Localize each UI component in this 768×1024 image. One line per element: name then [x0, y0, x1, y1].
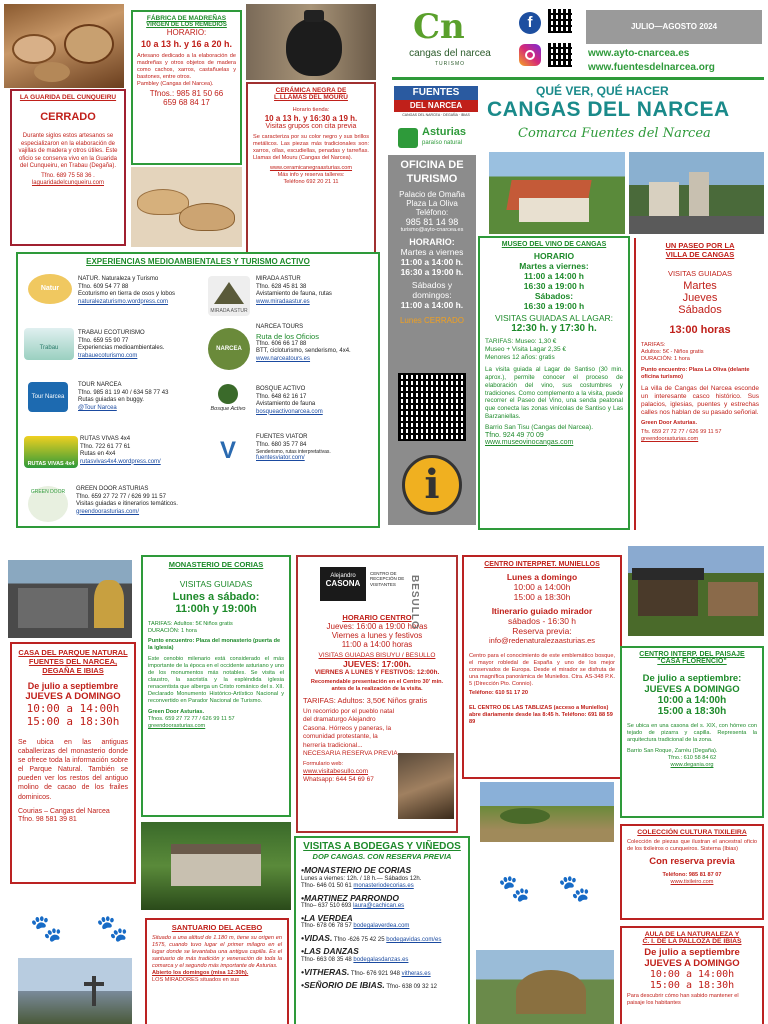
- paseo-title2: VILLA DE CANGAS: [665, 250, 735, 259]
- bodega-item-ibias: [301, 980, 463, 992]
- casona-form: Formulario web:: [303, 760, 344, 767]
- exp-bosqueactivo-web[interactable]: bosqueactivonarcea.com: [256, 408, 323, 415]
- exp-bosqueactivo-name: BOSQUE ACTIVO: [256, 386, 306, 392]
- ceramica-photo: [246, 4, 376, 80]
- tixileira-phone: Teléfono: 985 81 87 07: [662, 871, 722, 878]
- acebo-open: Abierto los domingos (misa 12:30h).: [152, 969, 249, 976]
- fuentes-logo: [394, 86, 478, 122]
- casa-parque-hours1: 10:00 a 14:00h: [26, 702, 120, 715]
- exp-tournarcea-desc: Rutas guiadas en buggy.: [78, 397, 144, 403]
- paw-icon-1: 🐾: [30, 914, 63, 944]
- museo-vino-box: [478, 236, 630, 530]
- fuentesviator-logo-text: V: [219, 437, 236, 464]
- bodega-danzas-name: •LAS DANZAS: [301, 946, 359, 957]
- muniellos-phone: Teléfono: 610 51 17 20: [469, 689, 528, 696]
- acebo-title: SANTUARIO DEL ACEBO: [171, 923, 263, 932]
- exp-natur-name: NATUR. Naturaleza y Turismo: [78, 276, 159, 282]
- museo-hours2: 16:30 a 19:00 h: [523, 281, 585, 291]
- ceramica-text: Se caracteriza por su color negro y sus brillos metálicos. Las piezas más tradicionales son: xarros, ollas, escudiellas, penadas y tarreñas. Llamas del Mouru (Cangas del Narcea).: [253, 133, 369, 161]
- casona-visits: VISITAS GUIADAS BISUYU / BESULLO: [318, 652, 436, 659]
- paseo-box: [634, 238, 764, 530]
- exp-miradaastur-name: MIRADA ASTUR: [256, 276, 301, 282]
- casona-hours3: 11:00 a 14:00 horas: [341, 640, 413, 649]
- greendoor-logo-text: GREEN DOOR: [30, 489, 66, 495]
- museo-hours1: 11:00 a 14:00 h: [523, 271, 584, 281]
- fuentesviator-logo: [214, 434, 242, 468]
- palloza-hours1: 10:00 a 14:00h: [649, 969, 735, 980]
- bodega-vidas-name: •VIDAS.: [301, 932, 333, 943]
- facebook-qr-icon[interactable]: [548, 9, 572, 33]
- paw-icon-3: 🐾: [498, 874, 531, 904]
- casona-visits-thu: JUEVES: 17:00h.: [342, 659, 412, 669]
- palloza-text: Para descubrir cómo han sabido mantener el paisaje los habitantes: [627, 993, 739, 1006]
- museo-horario: HORARIO: [533, 251, 575, 261]
- oficina-days1: Martes a viernes: [400, 246, 464, 257]
- muniellos-itinerary: Itinerario guiado mirador: [491, 606, 593, 616]
- palloza-days: De julio a septiembre: [644, 947, 740, 958]
- paisaje-days: De julio a septiembre:: [642, 673, 742, 684]
- cn-logo-mark: Cn: [413, 7, 465, 47]
- bodega-vitheras-name: •VITHERAS.: [301, 966, 350, 977]
- exp-natur-phone: Tfno. 609 54 77 88: [78, 283, 129, 290]
- bosqueactivo-logo: [206, 384, 250, 416]
- palloza-hours2: 15:00 a 18:30h: [649, 980, 735, 991]
- museo-guided-hours: 12:30 h. y 17:30 h.: [511, 323, 597, 334]
- madrenas-phone2: 659 68 84 17: [163, 97, 210, 107]
- monasterio-hours: 11:00h y 19:00h: [175, 603, 257, 615]
- monasterio-box: [141, 555, 291, 817]
- exp-miradaastur-web[interactable]: www.miradaastur.es: [256, 298, 310, 305]
- casona-hours2: Viernes a lunes y festivos: [331, 631, 423, 640]
- bodega-item-vidas: [301, 933, 463, 945]
- exp-narceatours-name: NARCEA TOURS: [256, 324, 304, 330]
- casona-web[interactable]: www.visitabesullo.com: [303, 767, 369, 775]
- bosqueactivo-logo-text: Bosque Activo: [210, 406, 246, 412]
- bodega-danzas-phone: Tfno- 663 08 35 48: [301, 957, 352, 963]
- paisaje-web[interactable]: www.degania.org: [670, 761, 714, 768]
- paseo-guided: VISITAS GUIADAS: [667, 269, 733, 278]
- oficina-qr-icon[interactable]: [398, 373, 466, 441]
- monasterio-org: Green Door Asturias.: [148, 708, 205, 715]
- madrenas-hours: 10 a 13 h. y 16 a 20 h.: [140, 39, 233, 49]
- asturias-logo-text: Asturias: [422, 126, 467, 138]
- exp-item-natur: [78, 276, 208, 306]
- muniellos-photo: [480, 782, 614, 842]
- bodega-item-danzas: [301, 946, 463, 964]
- bodega-corias-phone: Tfno- 646 01 50 61: [301, 883, 352, 890]
- bodega-item-corias: [301, 865, 463, 891]
- tixileira-text: Colección de piezas que ilustran el ancestral oficio de los tixileiros o cunqueiros. Sisterna (Ibias): [627, 839, 757, 852]
- bodega-corias-line: Lunes a viernes: 12h. / 18 h.— Sábados 12h.: [301, 875, 422, 882]
- oficina-closed: Lunes CERRADO: [399, 315, 465, 325]
- paisaje-days2: JUEVES A DOMINGO: [644, 684, 740, 695]
- facebook-icon[interactable]: f: [519, 12, 541, 34]
- monasterio-duration: DURACIÓN: 1 hora: [148, 627, 197, 634]
- ceramica-groups: Visitas grupos con cita previa: [265, 122, 357, 130]
- tixileira-title: COLECCIÓN CULTURA TIXILEIRA: [637, 829, 747, 836]
- narceatours-logo: [208, 328, 250, 370]
- ceramica-title2: L.LLAMAS DEL MOURU: [274, 94, 348, 101]
- oficina-horario-label: HORARIO:: [409, 236, 455, 247]
- muniellos-box: [462, 555, 622, 779]
- casona-recommend: Recomendable presentación en el Centro 30' min. antes de la realización de la visita.: [310, 679, 444, 692]
- madrenas-title1: FÁBRICA DE MADREÑAS: [146, 15, 227, 22]
- casona-whatsapp: Whatsapp: 644 54 69 67: [303, 775, 374, 783]
- museo-tarifas2: Museo + Visita Lagar 2,35 €: [485, 346, 567, 354]
- casa-parque-photo: [8, 560, 132, 638]
- exp-rutasvivas-name: RUTAS VIVAS 4x4: [80, 436, 131, 442]
- exp-rutasvivas-web[interactable]: rutasvivas4x4.wordpress.com/: [80, 458, 161, 465]
- exp-item-greendoor: [76, 486, 216, 516]
- madrenas-text: Artesano dedicado a la elaboración de madreñas y otros objetos de madera como cachos, xarros, castañuelas y bastones, entre otros.: [137, 53, 236, 80]
- exp-natur-desc: Ecoturismo en tierra de osos y lobos: [78, 291, 176, 297]
- exp-trabau-web[interactable]: trabauecoturismo.com: [78, 352, 138, 359]
- muniellos-reserva: Reserva previa:: [512, 626, 572, 636]
- paseo-web[interactable]: greendoorasturias.com: [641, 436, 699, 443]
- monasterio-web[interactable]: greendoorasturias.com: [148, 722, 206, 729]
- monasterio-tarifas: TARIFAS: Adultos: 5€ Niños gratis: [148, 621, 233, 627]
- guarida-box: [10, 89, 126, 246]
- paseo-hours: 13:00 horas: [669, 324, 731, 336]
- bodega-item-vitheras: [301, 967, 463, 979]
- bodega-corias-web[interactable]: monasteriodecorias.es: [353, 883, 414, 890]
- monasterio-meeting: Punto encuentro: Plaza del monasterio (puerta de la iglesia): [148, 637, 281, 651]
- museo-title: MUSEO DEL VINO DE CANGAS: [501, 241, 607, 248]
- bodegas-subtitle: [301, 852, 463, 861]
- exp-greendoor-name: GREEN DOOR ASTURIAS: [76, 486, 149, 492]
- fuentes-logo-2: DEL NARCEA: [394, 100, 478, 112]
- casa-parque-phone: Tfno. 98 581 39 81: [18, 816, 77, 824]
- bodega-verdea-web[interactable]: bodegalaverdea.com: [353, 923, 410, 930]
- web-link-1[interactable]: www.ayto-cnarcea.es: [588, 48, 690, 59]
- exp-bosqueactivo-desc: Avistamiento de fauna: [256, 401, 316, 407]
- logo-text: cangas del narcea: [409, 48, 491, 59]
- trabau-logo: [24, 328, 74, 360]
- bodega-verdea-name: •LA VERDEA: [301, 912, 353, 923]
- casona-hours1: Jueves: 16:00 a 19:00 horas: [326, 622, 428, 631]
- exp-bosqueactivo-phone: Tfno. 648 62 16 17: [256, 393, 307, 400]
- monasterio-guided: VISITAS GUIADAS: [179, 579, 253, 589]
- greendoor-logo: [28, 486, 68, 522]
- paisaje-box: [620, 646, 764, 818]
- paseo-org: Green Door Asturias.: [641, 420, 698, 427]
- casa-parque-title3: DEGAÑA E IBIAS: [42, 666, 104, 675]
- muniellos-text: Centro para el conocimiento de este emblemático bosque, el mayor robledal de España y uno de los mejor conservados de Europa. Desde el mirador se disfruta de una magnífica panorámica de Muniellos. Ctra. AS-348 P.K. 5 (Dirección Pto. Connio).: [469, 653, 615, 687]
- monasterio-phone: Tfnos. 659 27 72 77 / 626 99 11 57: [148, 715, 235, 722]
- exp-fuentesviator-phone: Tfno. 680 35 77 84: [256, 441, 307, 448]
- guarida-photo: [4, 4, 124, 88]
- logo-sub: TURISMO: [434, 61, 466, 67]
- casa-parque-title2: FUENTES DEL NARCEA,: [28, 657, 118, 666]
- exp-item-rutasvivas: [80, 436, 210, 466]
- casona-tarifas: TARIFAS: Adultos: 3,50€ Niños gratis: [303, 695, 428, 705]
- casona-visits-fri: VIERNES A LUNES Y FESTIVOS: 12:00h.: [314, 669, 440, 676]
- museo-days1: Martes a viernes:: [519, 261, 589, 271]
- ceramica-box: [246, 82, 376, 262]
- paseo-phone: Tfs. 659 27 72 77 / 626 99 11 57: [641, 429, 722, 436]
- museo-hours3: 16:30 a 19:00 h: [523, 301, 585, 311]
- miradaastur-logo: [208, 276, 250, 316]
- ceramica-hours: 10 a 13 h. y 16:30 a 19 h.: [264, 113, 358, 123]
- guarida-text: Durante siglos estos artesanos se especializaron en la elaboración de vajillas de madera y otros útiles. Este oficio se conserva vivo en la Guarida del Cunqueiru, en Trabau (Degaña).: [18, 133, 118, 169]
- fuentes-logo-1: FUENTES: [394, 86, 478, 100]
- muniellos-hours2: 15:00 a 18:30h: [513, 592, 571, 602]
- paw-icon-2: 🐾: [96, 914, 129, 944]
- natur-logo-text: Natur: [40, 285, 60, 292]
- muniellos-hours1: 10:00 a 14:00h: [513, 582, 571, 592]
- paseo-meeting: Punto encuentro: Plaza La Oliva (delante oficina turismo): [641, 366, 750, 380]
- museo-tarifas: TARIFAS: Museo: 1,30 €: [485, 338, 557, 345]
- paisaje-title2: "CASA FLORENCIO": [657, 658, 727, 665]
- ceramica-workshops: Más info y reserva talleres:: [277, 171, 345, 178]
- exp-narceatours-phone: Tfno. 606 66 17 88: [256, 340, 307, 347]
- bodegas-title: VISITAS A BODEGAS Y VIÑEDOS: [303, 841, 461, 852]
- exp-fuentesviator-web[interactable]: fuentesviator.com/: [256, 455, 305, 462]
- bodega-martinez-name: •MARTINEZ PARRONDO: [301, 892, 400, 903]
- casa-parque-days: De julio a septiembre: [27, 681, 119, 691]
- bodega-danzas-web[interactable]: bodegalasdanzas.es: [353, 957, 409, 963]
- palloza-title2: C. I. DE LA PALLOZA DE IBIAS: [642, 938, 742, 945]
- oficina-phone: 985 81 14 98: [405, 216, 459, 227]
- casona-text: Un recorrido por el pueblo natal del dramaturgo Alejandro Casona. Hórreos y paneras, la comunidad protestante, la herrería tradicional... NECESARIA RESERVA PREVIA: [303, 707, 398, 758]
- exp-trabau-desc: Experiencias medioambientales.: [78, 345, 165, 351]
- palloza-days2: JUEVES A DOMINGO: [644, 958, 740, 969]
- date-badge-text: JULIO—AGOSTO 2024: [630, 22, 718, 31]
- cangas-logo: [395, 7, 505, 70]
- madrenas-horario-label: HORARIO:: [166, 28, 207, 37]
- paisaje-text: Se ubica en una casona del s. XIX, con hórreo con tejado de pizarra y capilla. Representa la arquitectura tradicional de la zona.: [627, 723, 757, 743]
- bodega-ibias-name: •SEÑORIO DE IBIAS.: [301, 980, 385, 990]
- monasterio-days: Lunes a sábado:: [172, 591, 260, 603]
- exp-natur-web[interactable]: naturalezaturismo.wordpress.com: [78, 298, 169, 305]
- exp-item-miradaastur: [256, 276, 380, 306]
- madrenas-phone: Tfnos.: 985 81 50 66: [149, 88, 224, 98]
- exp-narceatours-sub: Ruta de los Oficios: [256, 331, 319, 341]
- ceramica-web[interactable]: www.ceramicanegraasturias.com: [269, 164, 353, 171]
- exp-rutasvivas-desc: Rutas en 4x4: [80, 451, 116, 457]
- casona-logo2: CASONA: [325, 579, 361, 588]
- paisaje-phone: Tfno.: 610 58 84 62: [667, 754, 717, 761]
- muniellos-email[interactable]: info@redenaturalezaasturias.es: [488, 636, 595, 645]
- muniellos-itinerary2: sábados - 16:30 h: [507, 616, 577, 626]
- paseo-days3: Sábados: [678, 304, 722, 316]
- exp-trabau-name: TRABAU ECOTURISMO: [78, 330, 145, 336]
- casona-box: [296, 555, 458, 833]
- oficina-days2: Sábados y domingos:: [411, 279, 453, 300]
- muniellos-days: Lunes a domingo: [506, 572, 578, 582]
- exp-item-trabau: [78, 330, 208, 360]
- ceramica-horario-label: Horario tienda:: [292, 107, 330, 113]
- museo-place: Barrio San Tisu (Cangas del Narcea).: [485, 423, 594, 431]
- rutasvivas-logo: [24, 436, 78, 468]
- tixileira-web[interactable]: www.tixileiro.com: [670, 878, 714, 885]
- oficina-hours1: 11:00 a 14:00 h.: [400, 256, 464, 267]
- main-title: CANGAS DEL NARCEA: [487, 98, 730, 121]
- info-icon: i: [402, 455, 462, 515]
- paisaje-photo: [628, 546, 764, 636]
- exp-fuentesviator-name: FUENTES VIATOR: [256, 434, 308, 440]
- tixileira-reserva: Con reserva previa: [649, 855, 735, 867]
- oficina-hours3: 11:00 a 14:00 h.: [400, 299, 464, 310]
- casona-besullo: BESULLO: [409, 575, 420, 630]
- bodega-vitheras-web[interactable]: vitheras.es: [401, 970, 431, 977]
- exp-narceatours-web[interactable]: www.narceatours.es: [256, 355, 311, 362]
- bodega-item-verdea: [301, 913, 463, 931]
- museo-days2: Sábados:: [534, 291, 574, 301]
- oficina-phone-label: Teléfono:: [415, 207, 449, 217]
- acebo-text: Situado a una altitud de 1.180 m, tiene su origen en 1575, cuando tuvo lugar el primer milagro en el lugar donde se levantaba una antigua capilla. Es el santuario de más tradición y veneración de toda la comarca y el segundo más importante de Asturias.: [152, 935, 282, 969]
- acebo-photo: [18, 958, 132, 1024]
- bodega-item-martinez: [301, 893, 463, 911]
- bodega-ibias-phone: Tfno- 638 09 32 12: [386, 984, 438, 990]
- bodega-martinez-web[interactable]: laura@cachican.es: [353, 903, 405, 910]
- oficina-title: OFICINA DE TURISMO: [400, 159, 464, 185]
- exp-item-narceatours: [256, 324, 380, 363]
- oficina-address1: Palacio de Omaña: [399, 189, 465, 199]
- museo-photo: [489, 152, 625, 234]
- exp-tournarcea-name: TOUR NARCEA: [78, 382, 122, 388]
- exp-miradaastur-desc: Avistamiento de fauna, rutas: [256, 291, 332, 297]
- tournarcea-logo: [28, 382, 68, 412]
- exp-trabau-phone: Tfno. 659 55 90 77: [78, 337, 129, 344]
- paisaje-place: Barrio San Roque, Zarréu (Degaña).: [627, 747, 718, 754]
- museo-guided: VISITAS GUIADAS AL LAGAR:: [494, 313, 614, 323]
- exp-fuentesviator-desc: Senderismo, rutas interpretativas.: [256, 449, 331, 455]
- madrenas-title2: VIRGEN DE LOS REMEDIOS: [146, 22, 227, 28]
- oficina-hours2: 16:30 a 19:00 h.: [400, 266, 464, 277]
- casona-horario-title: HORARIO CENTRO: [342, 613, 412, 622]
- casa-parque-title1: CASA DEL PARQUE NATURAL: [18, 648, 128, 657]
- asturias-logo: [398, 126, 482, 152]
- ceramica-phone: Teléfono 692 20 21 11: [283, 178, 339, 185]
- muniellos-tablizas: EL CENTRO DE LAS TABLIZAS (acceso a Muniellos) abre diariamente desde las 8:45 h. Teléfono: 691 88 59 89: [469, 704, 613, 725]
- ceramica-title1: CERÁMICA NEGRA DE: [275, 87, 347, 94]
- header-divider: [392, 77, 764, 80]
- paisaje-hours1: 10:00 a 14:00h: [657, 695, 727, 706]
- casa-parque-place: Courias – Cangas del Narcea: [18, 807, 110, 815]
- miradaastur-logo-text: MIRADA ASTUR: [210, 308, 248, 314]
- exp-tournarcea-web[interactable]: @Tour Narcea: [78, 404, 117, 411]
- muniellos-title: CENTRO INTERPRET. MUNIELLOS: [484, 561, 600, 568]
- casona-photo: [398, 753, 454, 819]
- paisaje-hours2: 15:00 a 18:30h: [657, 706, 727, 717]
- oficina-email[interactable]: turismo@ayto-cnarcea.es: [400, 226, 464, 233]
- bodegas-subtitle-text: DOP CANGAS. CON RESERVA PREVIA: [312, 852, 452, 861]
- madrenas-box: [131, 10, 242, 165]
- exp-tournarcea-phone: Tfno. 985 81 19 40 / 634 58 77 43: [78, 389, 169, 396]
- asturias-logo-sub: paraíso natural: [422, 140, 463, 146]
- paseo-title1: UN PASEO POR LA: [665, 241, 735, 250]
- paseo-text: La villa de Cangas del Narcea esconde un interesante casco histórico. Sus palacios, iglesias, puentes y estrechas calles nos hablan de su pasado señorial.: [641, 384, 759, 417]
- paseo-duration: DURACIÓN: 1 hora: [641, 355, 690, 362]
- exp-greendoor-desc: Visitas guiadas e itinerarios temáticos.: [76, 501, 178, 507]
- natur-logo: [28, 274, 72, 304]
- bodega-corias-name: •MONASTERIO DE CORIAS: [301, 865, 412, 875]
- what-to-see: QUÉ VER, QUÉ HACER: [536, 84, 669, 98]
- museo-web[interactable]: www.museovinocangas.com: [485, 438, 574, 446]
- paw-icon-4: 🐾: [558, 874, 591, 904]
- palloza-photo: [476, 950, 614, 1024]
- museo-phone: Tfno. 924 49 70 09: [485, 431, 544, 439]
- oficina-address2: Plaza La Oliva: [406, 198, 458, 208]
- madrenas-place: Pambley (Cangas del Narcea).: [137, 80, 214, 87]
- exp-greendoor-web[interactable]: greendoorasturias.com/: [76, 508, 140, 515]
- bodega-vidas-web[interactable]: bodegavidas.com/es: [386, 936, 442, 943]
- bodega-vidas-phone: Tfno -626 75 42 25: [333, 936, 385, 943]
- casa-parque-box: [10, 642, 136, 884]
- palloza-box: [620, 926, 764, 1024]
- monasterio-title: MONASTERIO DE CORIAS: [168, 560, 264, 569]
- paseo-tarifas: TARIFAS:: [641, 342, 666, 348]
- villa-photo: [629, 152, 764, 234]
- bodegas-box: [294, 836, 470, 1024]
- exp-greendoor-phone: Tfno. 659 27 72 77 / 626 99 11 57: [76, 493, 166, 500]
- date-badge: [586, 10, 762, 44]
- madrenas-photo: [131, 167, 242, 247]
- bodega-verdea-phone: Tfno- 678 06 78 57: [301, 923, 352, 930]
- instagram-qr-icon[interactable]: [548, 43, 572, 67]
- casa-parque-hours2: 15:00 a 18:30h: [26, 715, 120, 728]
- bodega-vitheras-phone: Tfno- 676 921 948: [350, 970, 400, 977]
- monasterio-photo: [141, 822, 291, 910]
- tixileira-box: [620, 824, 764, 920]
- casona-logo: [320, 567, 366, 601]
- guarida-phone: Tfno. 689 75 58 36 .: [41, 172, 95, 179]
- experiencias-box: [16, 252, 380, 528]
- web-link-2[interactable]: www.fuentesdelnarcea.org: [588, 62, 715, 73]
- exp-rutasvivas-phone: Tfno. 722 61 77 61: [80, 443, 131, 450]
- guarida-title: LA GUARIDA DEL CUNQUEIRU: [19, 94, 117, 101]
- museo-tarifas3: Menores 12 años: gratis: [485, 354, 555, 362]
- exp-miradaastur-phone: Tfno. 628 45 81 38: [256, 283, 307, 290]
- acebo-box: [145, 918, 289, 1024]
- subtitle: Comarca Fuentes del Narcea: [518, 126, 711, 141]
- casona-logo-side: CENTRO DE RECEPCIÓN DE VISITANTES: [370, 571, 405, 587]
- paseo-days2: Jueves: [682, 292, 718, 304]
- casona-logo1: Alejandro: [330, 573, 356, 579]
- exp-item-fuentesviator: [256, 434, 380, 463]
- rutasvivas-logo-text: RUTAS VIVAS 4x4: [27, 461, 75, 467]
- museo-text: La visita guiada al Lagar de Santiso (30 min. aprox.), permite conocer el proceso de elaboración del vino, sus costumbres y tradiciones. Como complemento a la visita, puede recorrer el Paseo del Vino, una senda peatonal que conecta las zonas vinícolas de Santiso y Las Barzaniellas.: [485, 366, 623, 420]
- monasterio-text: Este cenobio milenario está considerado el más importante de la época en el occidente asturiano y uno de los monumentos más notables. Se visita el claustro, la sacristía y la espléndida iglesia renacentista que alberga un Cristo románico del s. XII. Declarado Monumento Histórico-Artístico Nacional y reconvertido en Parador Nacional de Turismo.: [148, 655, 284, 704]
- narceatours-logo-text: NARCEA: [216, 346, 242, 352]
- exp-narceatours-desc: BTT, cicloturismo, senderismo, 4x4.: [256, 348, 351, 355]
- casa-parque-days2: JUEVES A DOMINGO: [25, 691, 121, 702]
- guarida-web[interactable]: laguaridadelcunqueiru.com: [31, 180, 105, 186]
- trabau-logo-text: Trabau: [39, 345, 59, 351]
- exp-item-tournarcea: [78, 382, 208, 412]
- casa-parque-text: Se ubica en las antiguas caballerizas del monasterio donde se ofrece toda la información sobre el Parque Natural. También se pueden ver los restos del antiguo molino de cacao de los frailes dominicos.: [18, 739, 128, 801]
- paseo-days1: Martes: [683, 280, 717, 292]
- palloza-title1: AULA DE LA NATURALEZA Y: [644, 931, 740, 938]
- guarida-status: CERRADO: [40, 111, 96, 123]
- bodega-martinez-phone: Tfno– 637 510 693: [301, 903, 352, 910]
- fuentes-logo-sub: CANGAS DEL NARCEA · DEGAÑA · IBIAS: [402, 113, 470, 117]
- oficina-panel: [388, 155, 476, 525]
- exp-item-bosqueactivo: [256, 386, 380, 416]
- paisaje-title1: CENTRO INTERP. DEL PAISAJE: [639, 651, 745, 658]
- experiencias-title: EXPERIENCIAS MEDIOAMBIENTALES Y TURISMO ACTIVO: [86, 257, 310, 266]
- paseo-tarifas2: Adultos: 5€ - Niños gratis: [641, 348, 704, 355]
- acebo-miradores: LOS MIRADORES situados en sus: [152, 976, 240, 983]
- tournarcea-logo-text: Tour Narcea: [31, 394, 65, 400]
